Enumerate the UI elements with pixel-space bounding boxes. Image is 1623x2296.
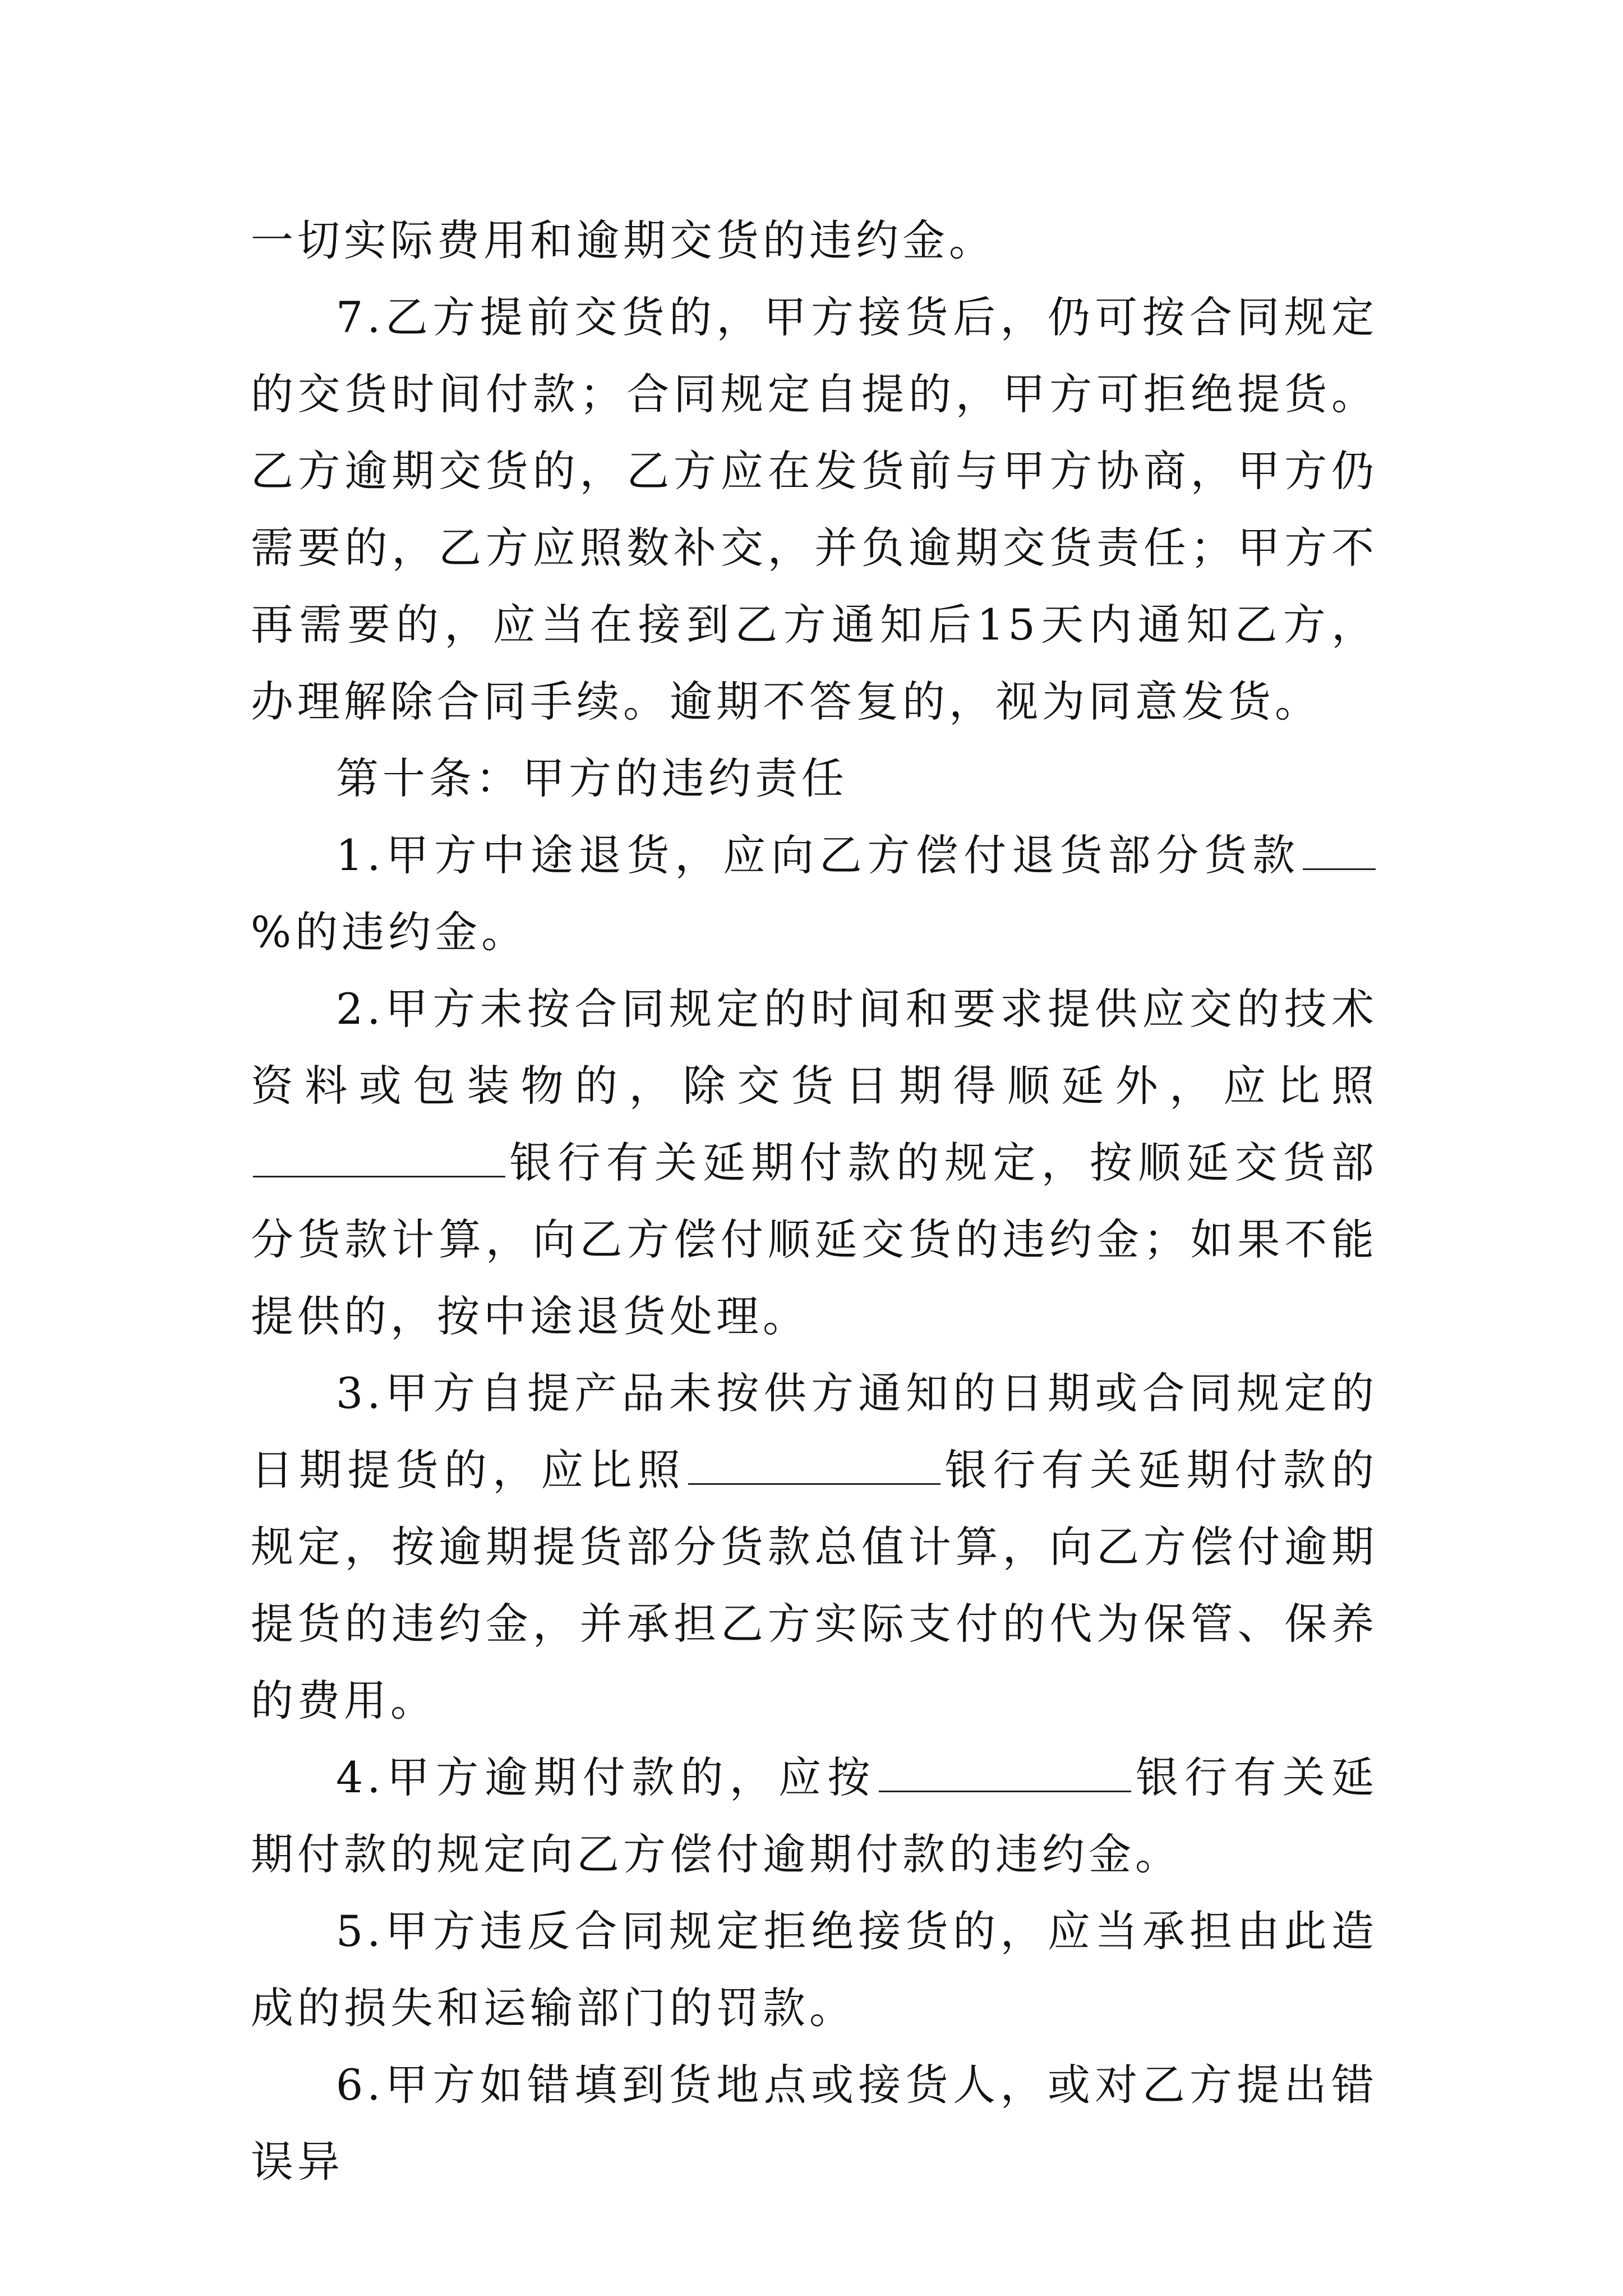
clause-1-text-before: 1.甲方中途退货，应向乙方偿付退货部分货款 — [336, 830, 1301, 880]
paragraph-clause-4 — [251, 1739, 1378, 1893]
paragraph-clause-2 — [251, 970, 1378, 1355]
clause-3-text-after: 银行有关延期付款的规定，按逾期提货部分货款总值计算，向乙方偿付逾期提货的违约金，并承担乙方实际支付的代为保管、保养的费用。 — [251, 1445, 1378, 1726]
clause-2-text-after: 银行有关延期付款的规定，按顺延交货部分货款计算，向乙方偿付顺延交货的违约金；如果不能提供的，按中途退货处理。 — [251, 1138, 1378, 1341]
contract-text — [251, 202, 1378, 2200]
bank-name-blank — [253, 1137, 505, 1177]
clause-4-text-before: 4.甲方逾期付款的，应按 — [336, 1752, 877, 1802]
paragraph-clause-3 — [251, 1355, 1378, 1739]
clause-4-text-after: 银行有关延期付款的规定向乙方偿付逾期付款的违约金。 — [251, 1752, 1378, 1879]
clause-2-text-before: 2.甲方未按合同规定的时间和要求提供应交的技术资料或包装物的，除交货日期得顺延外，应比照 — [251, 984, 1378, 1111]
paragraph-clause-1 — [251, 817, 1378, 970]
paragraph-clause-7: 7.乙方提前交货的，甲方接货后，仍可按合同规定的交货时间付款；合同规定自提的，甲方可拒绝提货。乙方逾期交货的，乙方应在发货前与甲方协商，甲方仍需要的，乙方应照数补交，并负逾期交货责任；甲方不再需要的，应当在接到乙方通知后15天内通知乙方，办理解除合同手续。逾期不答复的，视为同意发货。 — [251, 292, 1378, 726]
bank-name-blank — [879, 1751, 1131, 1792]
percentage-blank — [1303, 829, 1376, 870]
clause-3-text-before: 3.甲方自提产品未按供方通知的日期或合同规定的日期提货的，应比照 — [251, 1368, 1378, 1495]
section-heading-article-10: 第十条：甲方的违约责任 — [336, 753, 848, 803]
bank-name-blank — [688, 1444, 940, 1485]
paragraph-continuation: 一切实际费用和逾期交货的违约金。 — [251, 215, 995, 265]
paragraph-clause-6: 6.甲方如错填到货地点或接货人，或对乙方提出错误异 — [251, 2060, 1378, 2187]
clause-1-text-after: %的违约金。 — [251, 907, 528, 957]
paragraph-clause-5: 5.甲方违反合同规定拒绝接货的，应当承担由此造成的损失和运输部门的罚款。 — [251, 1906, 1378, 2033]
